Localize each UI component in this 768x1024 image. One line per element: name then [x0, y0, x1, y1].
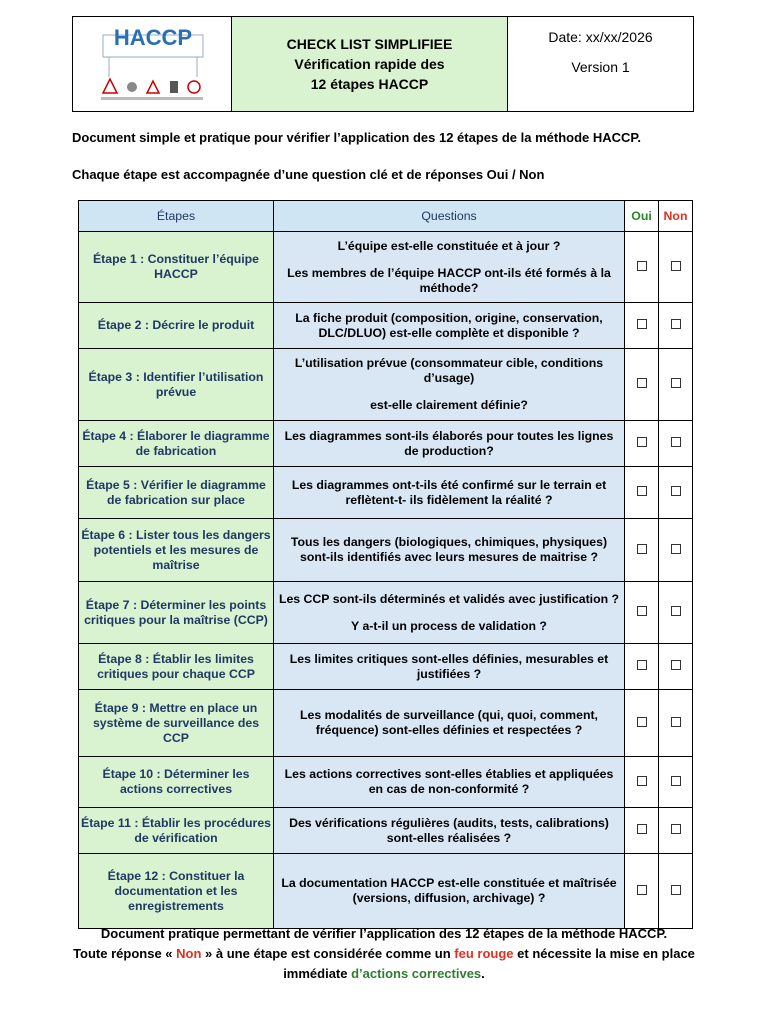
checkbox-non[interactable] [671, 319, 681, 329]
step-question [274, 349, 625, 421]
date-version-cell [508, 17, 693, 111]
answer-cell-non [659, 349, 693, 421]
answer-cell-non [659, 690, 693, 757]
answer-cell-non [659, 467, 693, 519]
answer-cell-non [659, 582, 693, 644]
checkbox-oui[interactable] [637, 486, 647, 496]
question-text: Les limites critiques sont-elles définies, mesurables et justifiées ? [289, 651, 609, 681]
step-question [274, 303, 625, 349]
answer-cell-non [659, 232, 693, 303]
header [72, 16, 694, 112]
checkbox-oui[interactable] [637, 776, 647, 786]
answer-cell-oui [625, 690, 659, 757]
step-question [274, 467, 625, 519]
checkbox-oui[interactable] [637, 660, 647, 670]
step-label: Étape 4 : Élaborer le diagramme de fabrication [79, 421, 274, 467]
question-text: L’équipe est-elle constituée et à jour ? [337, 238, 561, 253]
question-text: Des vérifications régulières (audits, tests, calibrations) sont-elles réalisées ? [289, 815, 609, 845]
checkbox-oui[interactable] [637, 261, 647, 271]
table-row [79, 467, 693, 519]
step-question [274, 690, 625, 757]
step-question [274, 808, 625, 854]
step-question [274, 232, 625, 303]
answer-cell-oui [625, 854, 659, 929]
checkbox-non[interactable] [671, 544, 681, 554]
step-label: Étape 8 : Établir les limites critiques pour chaque CCP [79, 644, 274, 690]
intro-line-2: Chaque étape est accompagnée d’une question clé et de réponses Oui / Non [72, 167, 545, 182]
question-text: Les modalités de surveillance (qui, quoi, comment, fréquence) sont-elles définies et respectées ? [300, 708, 598, 737]
step-label: Étape 9 : Mettre en place un système de surveillance des CCP [79, 690, 274, 757]
step-question [274, 582, 625, 644]
answer-cell-oui [625, 582, 659, 644]
answer-cell-oui [625, 519, 659, 582]
question-text: La fiche produit (composition, origine, conservation, DLC/DLUO) est-elle complète et disponible ? [295, 310, 603, 340]
step-label: Étape 3 : Identifier l’utilisation prévue [79, 349, 274, 421]
haccp-logo-graphic [73, 17, 231, 111]
checkbox-non[interactable] [671, 885, 681, 895]
answer-cell-non [659, 644, 693, 690]
answer-cell-oui [625, 757, 659, 808]
answer-cell-oui [625, 644, 659, 690]
checkbox-non[interactable] [671, 717, 681, 727]
checkbox-non[interactable] [671, 606, 681, 616]
checkbox-oui[interactable] [637, 437, 647, 447]
answer-cell-oui [625, 808, 659, 854]
footer-actions-correctives: d’actions correctives [351, 966, 482, 981]
checkbox-oui[interactable] [637, 717, 647, 727]
step-label: Étape 7 : Déterminer les points critiques pour la maîtrise (CCP) [79, 582, 274, 644]
step-question [274, 421, 625, 467]
footer-line-1: Document pratique permettant de vérifier l’application des 12 étapes de la méthode HACCP. [100, 926, 668, 941]
answer-cell-oui [625, 421, 659, 467]
checkbox-oui[interactable] [637, 319, 647, 329]
checkbox-non[interactable] [671, 486, 681, 496]
checkbox-oui[interactable] [637, 606, 647, 616]
question-text: Les diagrammes ont-t-ils été confirmé sur le terrain et reflètent-t- ils fidèlement la réalité ? [291, 477, 607, 507]
checkbox-oui[interactable] [637, 378, 647, 388]
table-row [79, 232, 693, 303]
checkbox-non[interactable] [671, 437, 681, 447]
checkbox-non[interactable] [671, 824, 681, 834]
step-question [274, 854, 625, 929]
question-text: Les CCP sont-ils déterminés et validés avec justification ? [278, 591, 620, 606]
step-label: Étape 10 : Déterminer les actions correctives [79, 757, 274, 808]
answer-cell-oui [625, 349, 659, 421]
table-row [79, 854, 693, 929]
step-label: Étape 11 : Établir les procédures de vérification [79, 808, 274, 854]
header-etapes: Étapes [79, 201, 274, 232]
checkbox-non[interactable] [671, 776, 681, 786]
question-text: Les actions correctives sont-elles établies et appliquées en cas de non-conformité ? [284, 767, 614, 796]
question-text: Les diagrammes sont-ils élaborés pour toutes les lignes de production? [284, 428, 614, 458]
table-row [79, 644, 693, 690]
date-label: Date: xx/xx/2026 [548, 29, 653, 45]
answer-cell-oui [625, 303, 659, 349]
header-questions: Questions [274, 201, 625, 232]
answer-cell-non [659, 757, 693, 808]
checkbox-non[interactable] [671, 378, 681, 388]
checklist-table [78, 200, 693, 929]
step-label: Étape 12 : Constituer la documentation et les enregistrements [79, 854, 274, 929]
question-text: La documentation HACCP est-elle constituée et maîtrisée (versions, diffusion, archivage) ? [281, 876, 617, 905]
table-row [79, 808, 693, 854]
checkbox-non[interactable] [671, 660, 681, 670]
table-row [79, 690, 693, 757]
step-label: Étape 5 : Vérifier le diagramme de fabrication sur place [79, 467, 274, 519]
question-text-secondary: Y a-t-il un process de validation ? [351, 618, 547, 633]
table-row [79, 421, 693, 467]
footer-line-2: Toute réponse « Non » à une étape est considérée comme un feu rouge et nécessite la mise en place [73, 946, 695, 961]
haccp-logo [73, 17, 232, 111]
question-text-secondary: Les membres de l’équipe HACCP ont-ils été formés à la méthode? [287, 265, 611, 295]
question-text-secondary: est-elle clairement définie? [370, 398, 528, 412]
table-row [79, 519, 693, 582]
answer-cell-non [659, 421, 693, 467]
checkbox-oui[interactable] [637, 885, 647, 895]
step-label: Étape 2 : Décrire le produit [79, 303, 274, 349]
header-oui: Oui [625, 201, 659, 232]
answer-cell-oui [625, 467, 659, 519]
answer-cell-non [659, 303, 693, 349]
answer-cell-non [659, 519, 693, 582]
answer-cell-oui [625, 232, 659, 303]
intro-line-1: Document simple et pratique pour vérifier l’application des 12 étapes de la méthode HACCP. [72, 130, 642, 145]
question-text: Tous les dangers (biologiques, chimiques, physiques) sont-ils identifiés avec leurs mesures de maitrise ? [290, 535, 608, 564]
version-label: Version 1 [571, 59, 630, 75]
step-label: Étape 6 : Lister tous les dangers potentiels et les mesures de maîtrise [79, 519, 274, 582]
checkbox-oui[interactable] [637, 544, 647, 554]
table-row [79, 757, 693, 808]
footer-feu-rouge: feu rouge [454, 946, 514, 961]
title-line-2: Vérification rapide des [294, 56, 445, 72]
table-row [79, 303, 693, 349]
table-row [79, 349, 693, 421]
table-row [79, 582, 693, 644]
document-title [232, 17, 508, 111]
answer-cell-non [659, 854, 693, 929]
step-question [274, 757, 625, 808]
step-question [274, 519, 625, 582]
step-question [274, 644, 625, 690]
footer-non: Non [176, 946, 202, 961]
step-label: Étape 1 : Constituer l’équipe HACCP [79, 232, 274, 303]
header-non: Non [659, 201, 693, 232]
logo-text: HACCP [113, 25, 193, 50]
answer-cell-non [659, 808, 693, 854]
title-line-3: 12 étapes HACCP [310, 76, 429, 92]
question-text: L’utilisation prévue (consommateur cible, conditions d’usage) [294, 356, 604, 385]
footer [40, 924, 728, 984]
checkbox-oui[interactable] [637, 824, 647, 834]
table-header-row [79, 201, 693, 232]
title-line-1: CHECK LIST SIMPLIFIEE [286, 36, 453, 52]
footer-line-3: immédiate d’actions correctives. [283, 966, 485, 981]
checkbox-non[interactable] [671, 261, 681, 271]
